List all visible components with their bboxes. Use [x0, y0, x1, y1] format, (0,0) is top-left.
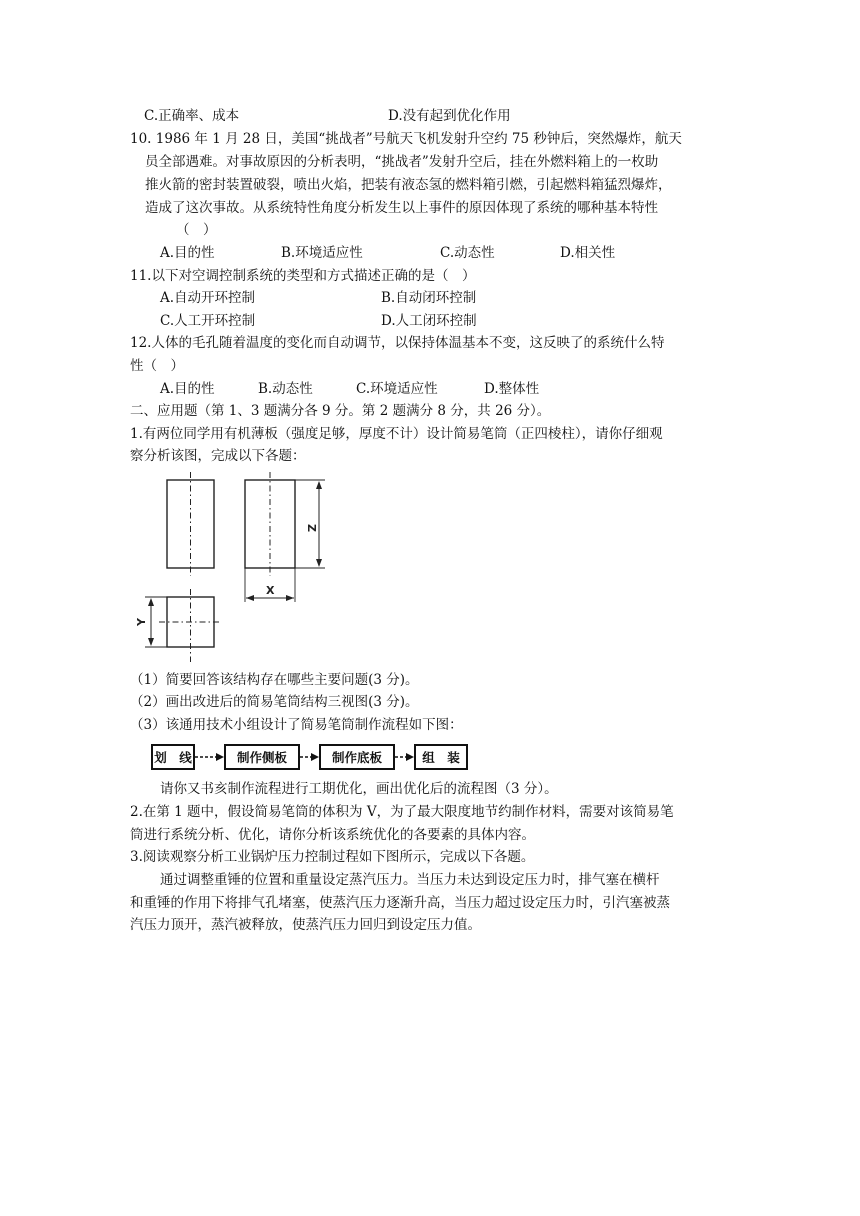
q10-option-c: C.动态性: [440, 245, 495, 261]
q10-option-a: A.目的性: [160, 245, 215, 261]
flow-step-4: 组 装: [422, 750, 460, 765]
flow-step-3: 制作底板: [331, 750, 383, 765]
q11-stem: 11.以下对空调控制系统的类型和方式描述正确的是（ ）: [130, 268, 476, 284]
p1-intro-line-2: 察分析该图，完成以下各题：: [130, 448, 306, 464]
q12-line-2: 性（ ）: [130, 358, 184, 374]
q10-line-2: 员全部遇难。对事故原因的分析表明，“挑战者”发射升空后，挂在外燃料箱上的一枚助: [145, 154, 659, 170]
q10-option-b: B.环境适应性: [281, 245, 363, 261]
q10-line-3: 推火箭的密封装置破裂，喷出火焰，把装有液态氢的燃料箱引燃，引起燃料箱猛烈爆炸，: [145, 177, 672, 193]
flow-step-2: 制作侧板: [236, 750, 288, 765]
p3-para-line-3: 汽压力顶开，蒸汽被释放，使蒸汽压力回归到设定压力值。: [130, 917, 481, 933]
section-2-heading: 二、应用题（第 1、3 题满分各 9 分。第 2 题满分 8 分，共 26 分）。: [130, 403, 551, 419]
flow-step-1: 划 线: [154, 750, 192, 765]
q10-line-5: （ ）: [176, 222, 217, 238]
p1-sub-question-3: （3）该通用技术小组设计了简易笔筒制作流程如下图：: [130, 717, 463, 733]
p1-intro-line-1: 1.有两位同学用有机薄板（强度足够，厚度不计）设计简易笔筒（正四棱柱），请你仔细观: [130, 426, 663, 442]
q11-option-b: B.自动闭环控制: [381, 290, 477, 306]
p3-stem: 3.阅读观察分析工业锅炉压力控制过程如下图所示，完成以下各题。: [130, 849, 535, 865]
z-label: Z: [305, 524, 318, 532]
q12-option-d: D.整体性: [484, 381, 540, 397]
q10-option-d: D.相关性: [560, 245, 616, 261]
p1-flow-optimization-task: 请你又书亥制作流程进行工期优化，画出优化后的流程图（3 分）。: [160, 781, 558, 797]
q9-option-d: D.没有起到优化作用: [388, 108, 511, 124]
q12-line-1: 12.人体的毛孔随着温度的变化而自动调节，以保持体温基本不变，这反映了的系统什么特: [130, 335, 665, 351]
q10-line-1: 10. 1986 年 1 月 28 日，美国“挑战者”号航天飞机发射升空约 75 秒钟后，突然爆炸，航天: [130, 131, 682, 147]
q12-option-a: A.目的性: [160, 381, 215, 397]
production-flowchart: [150, 743, 475, 773]
q12-option-c: C.环境适应性: [356, 381, 438, 397]
p1-sub-question-2: （2）画出改进后的简易笔筒结构三视图(3 分)。: [130, 694, 419, 710]
p3-para-line-2: 和重锤的作用下将排气孔堵塞，使蒸汽压力逐渐升高，当压力超过设定压力时，引汽塞被蒸: [130, 895, 670, 911]
q10-line-4: 造成了这次事故。从系统特性角度分析发生以上事件的原因体现了系统的哪种基本特性: [145, 200, 658, 216]
q11-option-c: C.人工开环控制: [160, 313, 256, 329]
q11-option-d: D.人工闭环控制: [381, 313, 477, 329]
q11-option-a: A.自动开环控制: [160, 290, 256, 306]
p1-sub-question-1: （1）简要回答该结构存在哪些主要问题(3 分)。: [130, 672, 419, 688]
p2-line-2: 筒进行系统分析、优化，请你分析该系统优化的各要素的具体内容。: [130, 827, 535, 843]
p3-para-line-1: 通过调整重锤的位置和重量设定蒸汽压力。当压力未达到设定压力时，排气塞在横杆: [160, 872, 660, 888]
y-label: Y: [135, 618, 148, 626]
pen-holder-three-view-figure: [125, 472, 335, 667]
q9-option-c: C.正确率、成本: [144, 108, 240, 124]
x-label: X: [266, 584, 275, 597]
q12-option-b: B.动态性: [258, 381, 313, 397]
p2-line-1: 2.在第 1 题中，假设简易笔筒的体积为 V，为了最大限度地节约制作材料，需要对该简易笔: [130, 804, 674, 820]
